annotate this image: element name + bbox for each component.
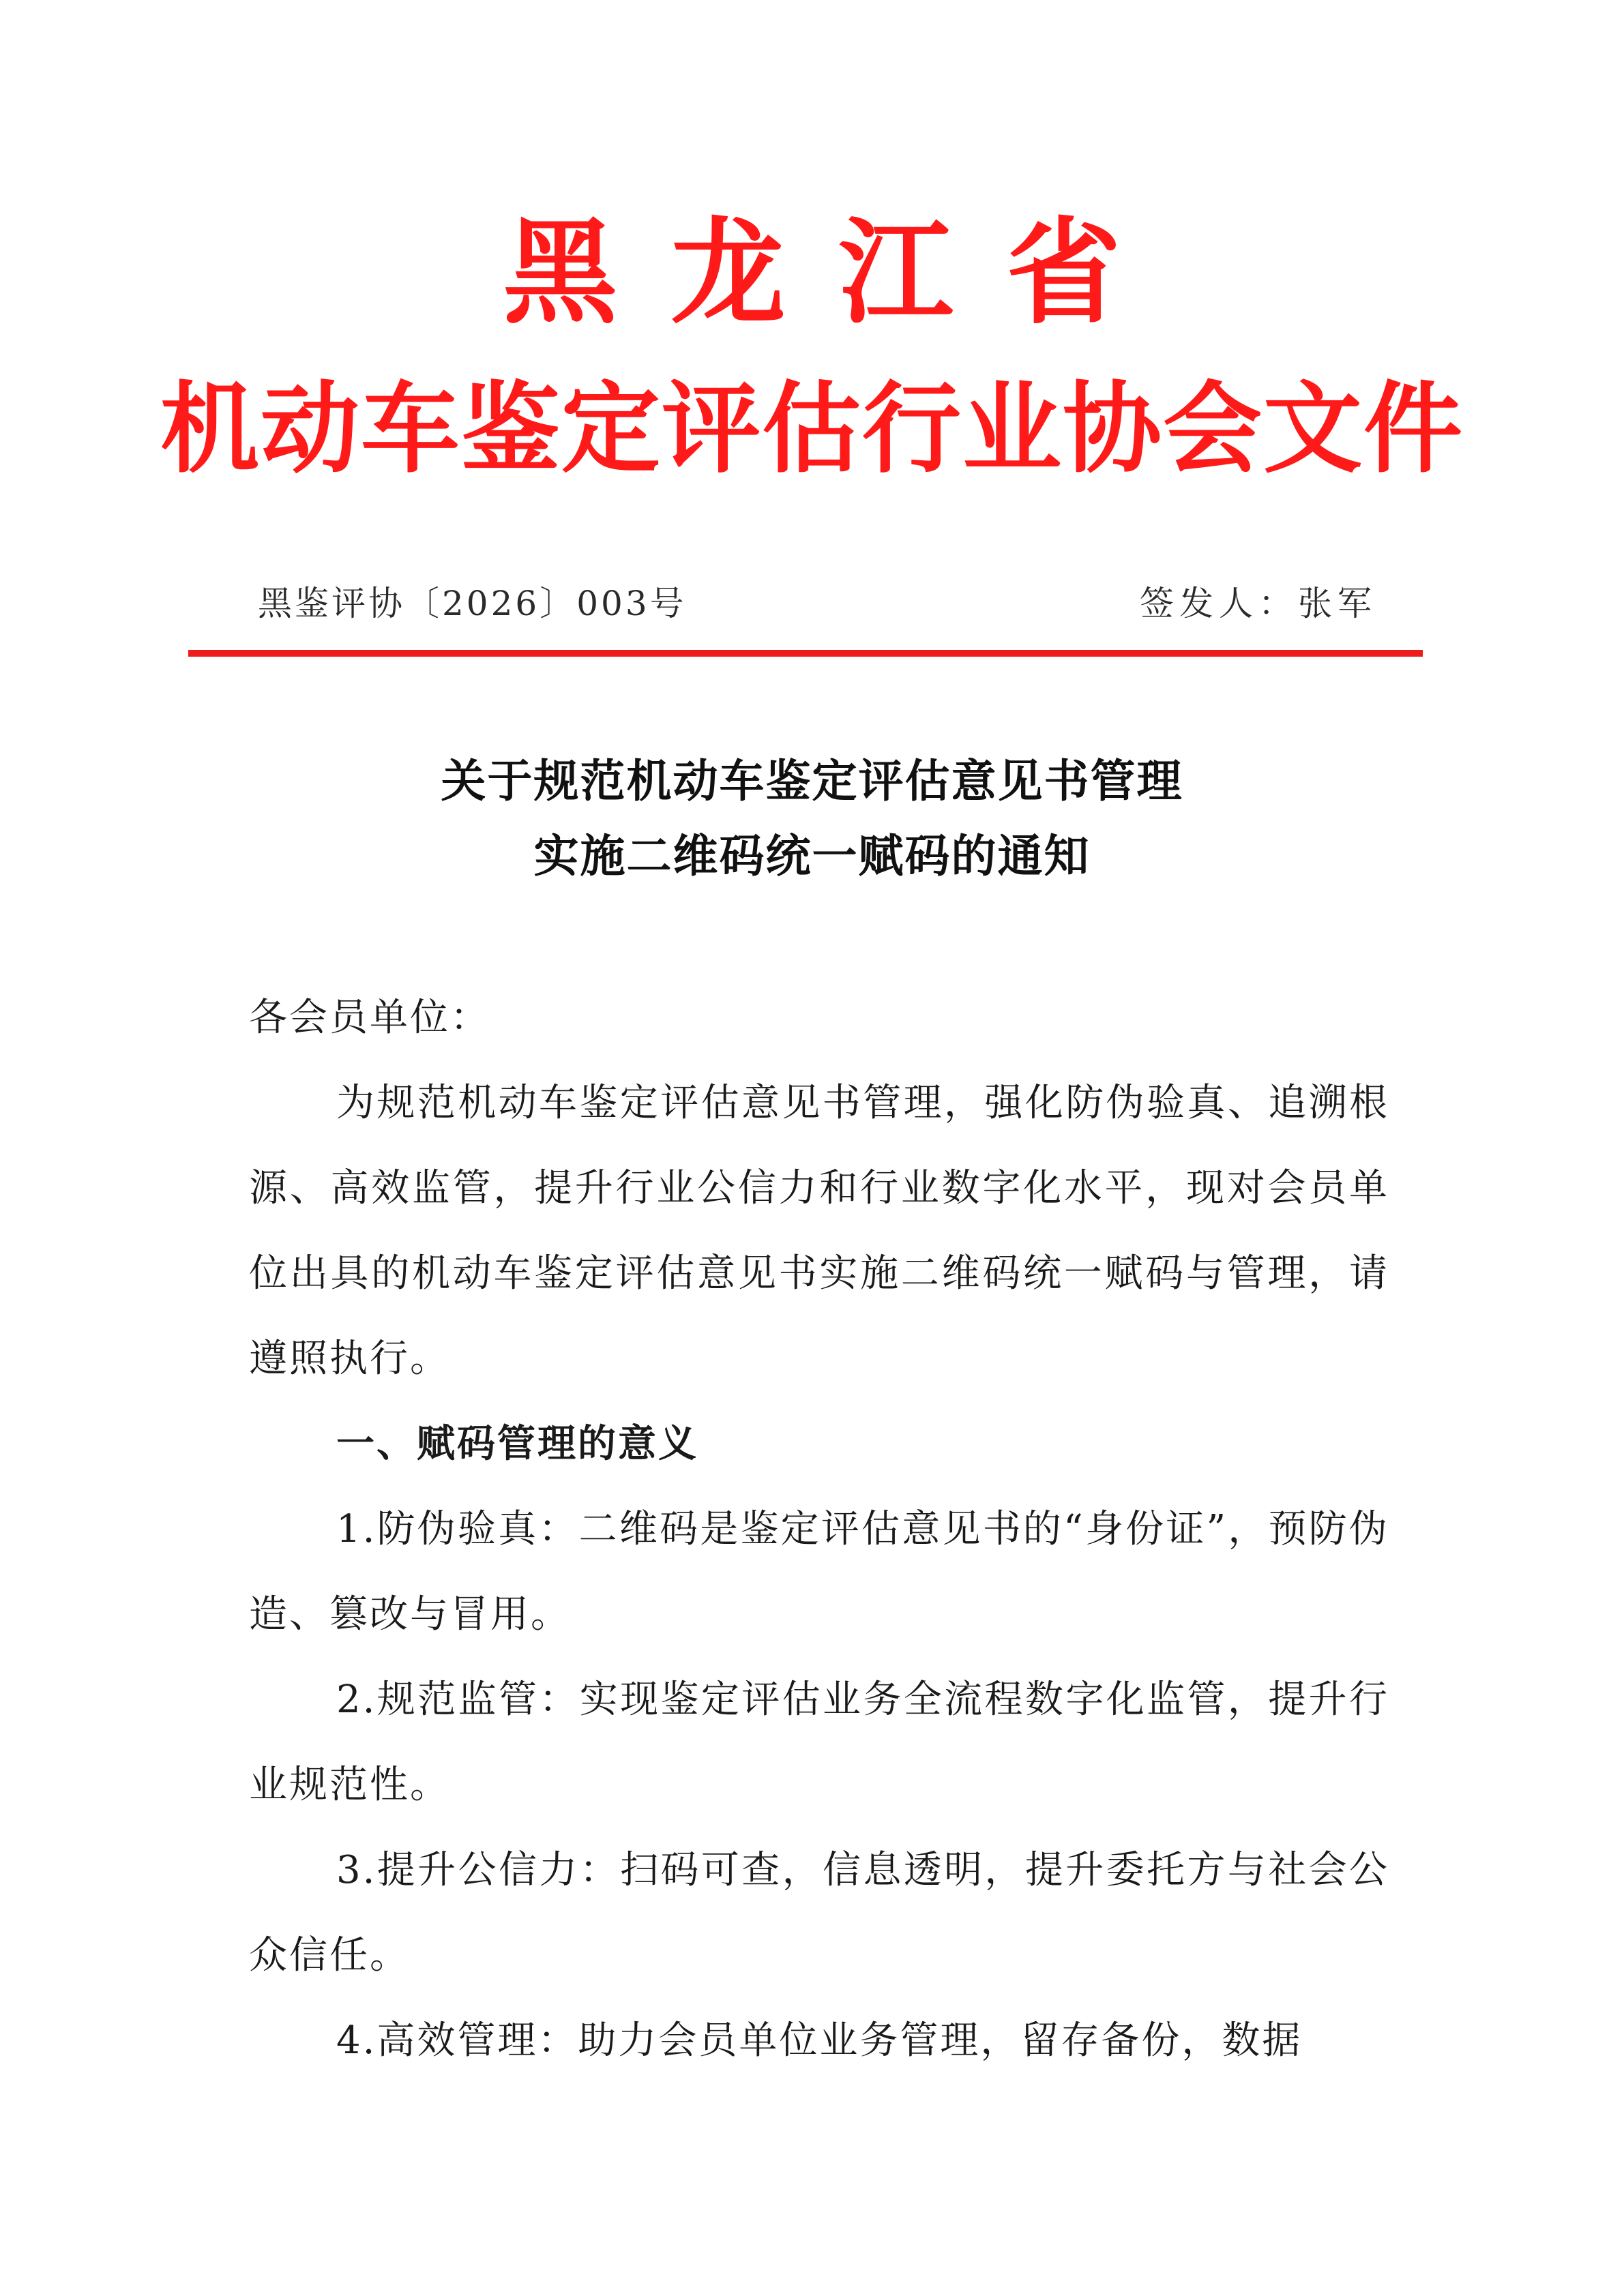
list-item: 2.规范监管：实现鉴定评估业务全流程数字化监管，提升行业规范性。	[249, 1678, 1389, 1807]
salutation: 各会员单位：	[249, 996, 490, 1040]
signer: 签发人：张军	[1140, 584, 1377, 623]
list-item: 1.防伪验真：二维码是鉴定评估意见书的“身份证”，预防伪造、篡改与冒用。	[249, 1507, 1389, 1637]
document-number: 黑鉴评协〔2026〕003号	[258, 584, 687, 623]
red-separator-rule	[188, 650, 1423, 657]
masthead-association: 机动车鉴定评估行业协会文件	[160, 372, 1464, 487]
list-item: 3.提升公信力：扫码可查，信息透明，提升委托方与社会公众信任。	[249, 1848, 1389, 1978]
document-body	[249, 975, 1389, 2083]
section-heading: 一、赋码管理的意义	[336, 1422, 698, 1466]
intro-paragraph: 为规范机动车鉴定评估意见书管理，强化防伪验真、追溯根源、高效监管，提升行业公信力和行业数字化水平，现对会员单位出具的机动车鉴定评估意见书实施二维码统一赋码与管理，请遵照执行。	[249, 1081, 1389, 1381]
document-title-line-1: 关于规范机动车鉴定评估意见书管理	[441, 754, 1183, 807]
document-title-line-2: 实施二维码统一赋码的通知	[533, 829, 1091, 882]
list-item: 4.高效管理：助力会员单位业务管理，留存备份，数据	[336, 2018, 1303, 2063]
masthead-province: 黑龙江省	[503, 206, 1175, 340]
